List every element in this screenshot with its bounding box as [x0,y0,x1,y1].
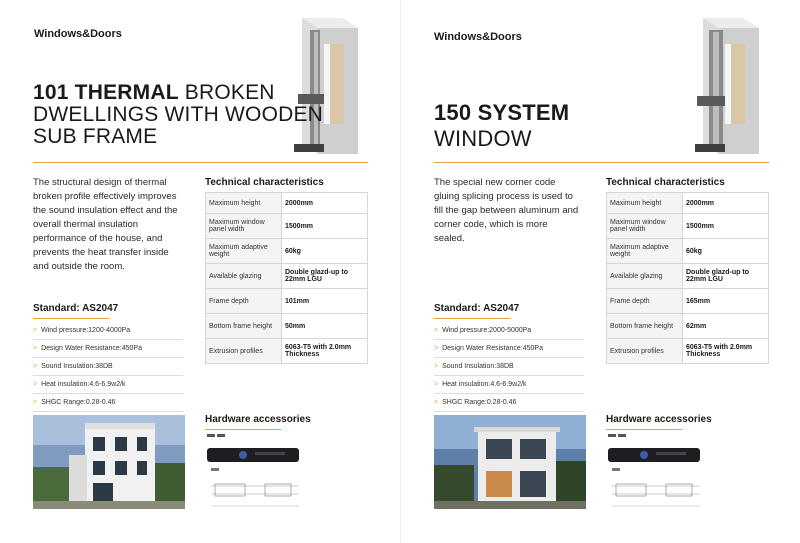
chevron-right-icon: > [33,345,38,352]
table-row [206,264,368,289]
spec-value: 60kg [683,239,769,264]
spec-key: Maximum adaptive weight [607,239,683,264]
standard-text: Design Water Resistance:450Pa [442,345,543,352]
spec-value: 6063-T5 with 2.0mm Thickness [683,339,769,364]
standard-text: SHGC Range:0.28-0.46 [41,399,116,406]
heading-underline [434,318,510,319]
spec-value: 6063-T5 with 2.0mm Thickness [282,339,368,364]
title-line-3: SUB FRAME [33,125,158,148]
standard-text: Wind pressure:1200-4000Pa [41,327,131,334]
chevron-right-icon: > [434,381,439,388]
spec-key: Maximum height [607,193,683,214]
chevron-right-icon: > [33,381,38,388]
standard-text: Design Water Resistance:450Pa [41,345,142,352]
chevron-right-icon: > [434,399,439,406]
table-row [607,193,769,214]
list-item [434,358,584,376]
hardware-heading-text: Hardware accessories [205,414,311,425]
spec-key: Extrusion profiles [607,339,683,364]
table-row [206,314,368,339]
title-rest: BROKEN [178,81,275,104]
hardware-handle-image [205,428,305,520]
spec-value: 62mm [683,314,769,339]
table-row [607,264,769,289]
table-row [607,214,769,239]
accent-divider [33,162,368,163]
spec-value: 2000mm [683,193,769,214]
description: The structural design of thermal broken profile effectively improves the sound insulation effect and the overall thermal insulation performance of the house, and prevents the heat transfer inside and outside the room. [33,177,178,272]
chevron-right-icon: > [434,345,439,352]
title-line-2: WINDOW [434,126,532,151]
table-row [607,239,769,264]
spec-key: Maximum adaptive weight [206,239,282,264]
technical-heading [205,177,324,193]
table-row [607,314,769,339]
spec-value: 2000mm [282,193,368,214]
spec-table [606,192,769,364]
list-item [33,322,183,340]
spec-value: 165mm [683,289,769,314]
chevron-right-icon: > [434,327,439,334]
spec-key: Maximum window panel width [206,214,282,239]
list-item [434,340,584,358]
title-line-2: DWELLINGS WITH WOODEN [33,103,324,126]
title-bold: 150 SYSTEM [434,100,570,125]
spec-value: 1500mm [282,214,368,239]
spec-value: 60kg [282,239,368,264]
spec-value: Double glazd-up to 22mm LGU [282,264,368,289]
standard-text: Sound Insulation:38DB [41,363,113,370]
brochure-page-150 [400,0,800,543]
list-item [434,376,584,394]
table-row [206,289,368,314]
standard-text: SHGC Range:0.28-0.46 [442,399,517,406]
accent-divider [434,162,769,163]
hardware-handle-image [606,428,706,520]
page-title [434,100,569,152]
spec-key: Available glazing [206,264,282,289]
technical-heading-text: Technical characteristics [606,177,725,188]
spec-key: Frame depth [206,289,282,314]
table-row [206,193,368,214]
chevron-right-icon: > [33,363,38,370]
table-row [607,289,769,314]
standard-heading-text: Standard: AS2047 [434,303,520,314]
table-row [607,339,769,364]
house-photo [33,415,185,509]
spec-value: 101mm [282,289,368,314]
standard-text: Sound Insulation:38DB [442,363,514,370]
chevron-right-icon: > [33,327,38,334]
list-item [33,340,183,358]
table-row [206,239,368,264]
standard-heading [33,303,118,319]
spec-table [205,192,368,364]
title-bold: 101 THERMAL [33,81,179,104]
hardware-heading-text: Hardware accessories [606,414,712,425]
house-photo [434,415,586,509]
page-title [33,82,323,148]
standards-list [434,322,584,412]
spec-key: Bottom frame height [206,314,282,339]
table-row [206,339,368,364]
brand-name: Windows&Doors [34,28,122,40]
standard-text: Heat insulation:4.6-6.9w2/k [41,381,126,388]
spec-key: Maximum window panel width [607,214,683,239]
spec-value: 50mm [282,314,368,339]
chevron-right-icon: > [434,363,439,370]
profile-section-image [681,14,771,162]
standard-heading-text: Standard: AS2047 [33,303,119,314]
standard-heading [434,303,519,319]
list-item [33,394,183,412]
standard-text: Wind pressure:2000-5000Pa [442,327,532,334]
list-item [33,358,183,376]
standards-list [33,322,183,412]
spec-key: Maximum height [206,193,282,214]
technical-heading-text: Technical characteristics [205,177,324,188]
spec-key: Bottom frame height [607,314,683,339]
spec-key: Frame depth [607,289,683,314]
list-item [434,322,584,340]
brand-name: Windows&Doors [434,31,522,43]
spec-key: Extrusion profiles [206,339,282,364]
technical-heading [606,177,725,193]
spec-value: 1500mm [683,214,769,239]
spec-key: Available glazing [607,264,683,289]
chevron-right-icon: > [33,399,38,406]
description: The special new corner code gluing splicing process is used to fill the gap between aluminum and corner code, which is more sealed. [434,177,579,244]
spec-value: Double glazd-up to 22mm LGU [683,264,769,289]
table-row [206,214,368,239]
heading-underline [33,318,109,319]
list-item [434,394,584,412]
list-item [33,376,183,394]
standard-text: Heat insulation:4.6-6.9w2/k [442,381,527,388]
